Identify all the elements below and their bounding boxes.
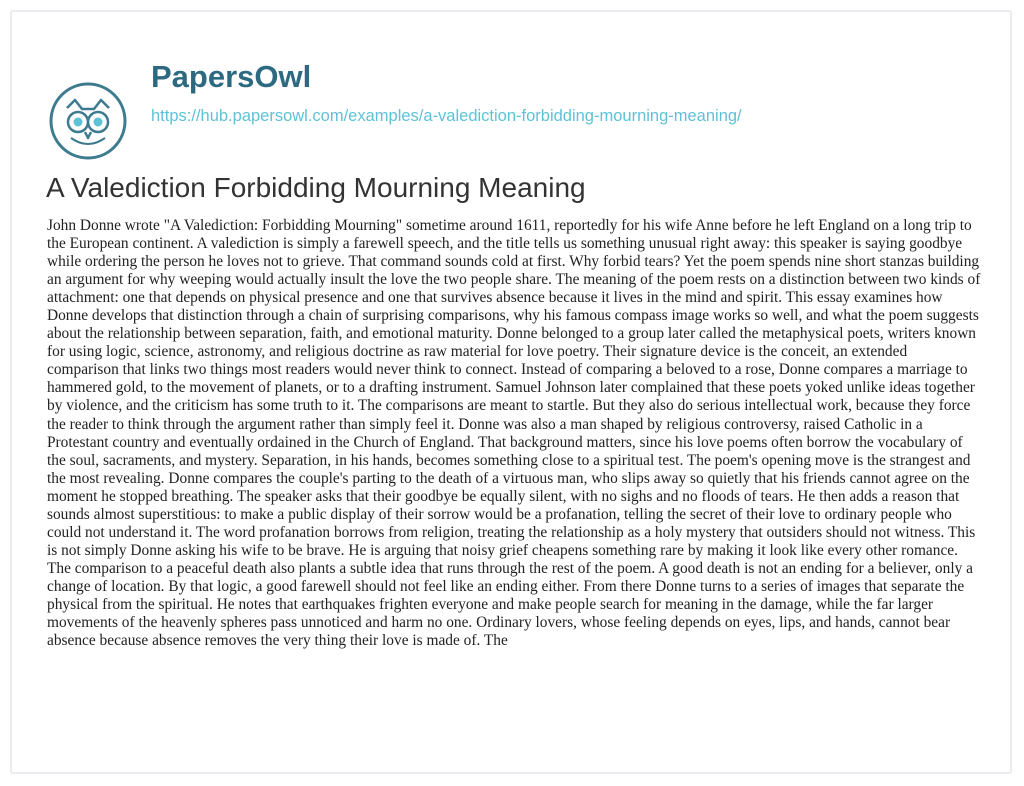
source-url[interactable]: https://hub.papersowl.com/examples/a-valediction-forbidding-mourning-meaning/ [151, 107, 742, 125]
owl-logo-icon[interactable] [47, 80, 129, 162]
page-title: A Valediction Forbidding Mourning Meaning [46, 172, 586, 203]
brand-name[interactable]: PapersOwl [151, 59, 312, 94]
article-body: John Donne wrote "A Valediction: Forbidding Mourning" sometime around 1611, reportedly for his wife Anne before he left England on a long trip to the European continent. A valediction is simply a farewell speech, and the title tells us something unusual right away: this speaker is saying goodbye while ordering the person he loves not to grieve. That command sounds cold at first. Why forbid tears? Yet the poem spends nine short stanzas building an argument for why weeping would actually insult the love the two people share. The meaning of the poem rests on a distinction between two kinds of attachment: one that depends on physical presence and one that survives absence because it lives in the mind and spirit. This essay examines how Donne develops that distinction through a chain of surprising comparisons, why his famous compass image works so well, and what the poem suggests about the relationship between separation, faith, and emotional maturity. Donne belonged to a group later called the metaphysical poets, writers known for using logic, science, astronomy, and religious doctrine as raw material for love poetry. Their signature device is the conceit, an extended comparison that links two things most readers would never think to connect. Instead of comparing a beloved to a rose, Donne compares a marriage to hammered gold, to the movement of planets, or to a drafting instrument. Samuel Johnson later complained that these poets yoked unlike ideas together by violence, and the criticism has some truth to it. The comparisons are meant to startle. But they also do serious intellectual work, because they force the reader to think through the argument rather than simply feel it. Donne was also a man shaped by religious controversy, raised Catholic in a Protestant country and eventually ordained in the Church of England. That background matters, since his love poems often borrow the vocabulary of the soul, sacraments, and mystery. Separation, in his hands, becomes something close to a spiritual test. The poem's opening move is the strangest and the most revealing. Donne compares the couple's parting to the death of a virtuous man, who slips away so quietly that his friends cannot agree on the moment he stopped breathing. The speaker asks that their goodbye be equally silent, with no sighs and no floods of tears. He then adds a reason that sounds almost superstitious: to make a public display of their sorrow would be a profanation, telling the secret of their love to ordinary people who could not understand it. The word profanation borrows from religion, treating the relationship as a holy mystery that outsiders should not witness. This is not simply Donne asking his wife to be brave. He is arguing that noisy grief cheapens something rare by making it look like every other romance. The comparison to a peaceful death also plants a subtle idea that runs through the rest of the poem. A good death is not an ending for a believer, only a change of location. By that logic, a good farewell should not feel like an ending either. From there Donne turns to a series of images that separate the physical from the spiritual. He notes that earthquakes frighten everyone and make people search for meaning in the damage, while the far larger movements of the heavenly spheres pass unnoticed and harm no one. Ordinary lovers, whose feeling depends on eyes, lips, and hands, cannot bear absence because absence removes the very thing their love is made of. The [47, 217, 981, 650]
